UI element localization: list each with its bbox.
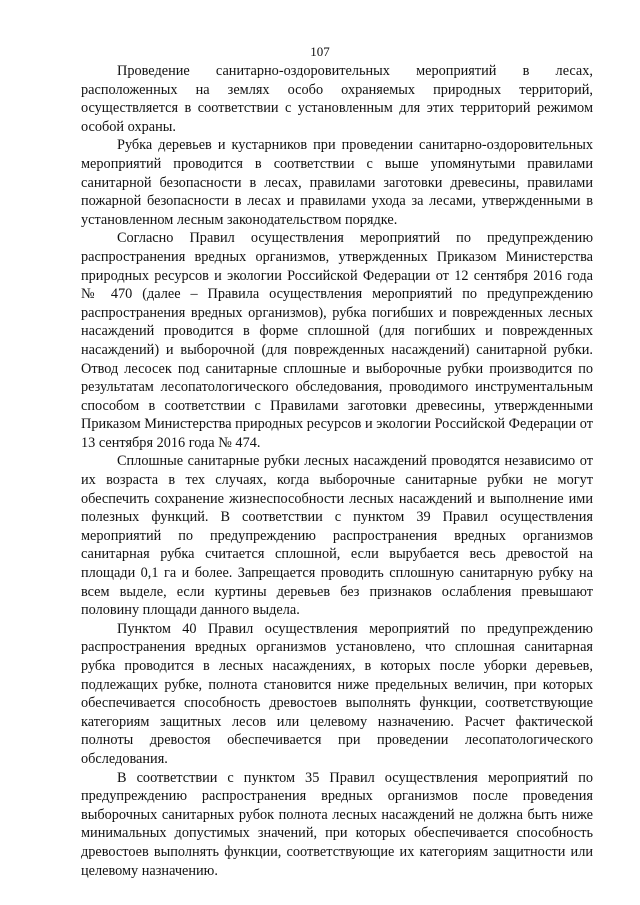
paragraph-3: Согласно Правил осуществления мероприятий по предупреждению распространения вредных организмов, утвержденных Приказом Министерства природных ресурсов и экологии Российской Федерации от 12 сентября 2016 года № 470 (далее – Правила осуществления мероприятий по предупреждению распространения вредных организмов), рубка погибших и поврежденных лесных насаждений проводится в форме сплошной (для погибших и поврежденных насаждений) и выборочной (для поврежденных насаждений) санитарной рубки. Отвод лесосек под санитарные сплошные и выборочные рубки производится по результатам лесопатологического обследования, проводимого инструментальным способом в соответствии с Правилами заготовки древесины, утвержденными Приказом Министерства природных ресурсов и экологии Российской Федерации от 13 сентября 2016 года № 474. [81,230,593,451]
paragraph-2: Рубка деревьев и кустарников при проведении санитарно-оздоровительных мероприятий проводится в соответствии с выше упомянутыми правилами санитарной безопасности в лесах, правилами заготовки древесины, правилами пожарной безопасности в лесах и правилами ухода за лесами, утвержденными в установленном лесным законодательством порядке. [81,137,593,228]
paragraph-5: Пунктом 40 Правил осуществления мероприятий по предупреждению распространения вредных организмов установлено, что сплошная санитарная рубка проводится в лесных насаждениях, в которых после уборки деревьев, подлежащих рубке, полнота становится ниже предельных величин, при которых обеспечивается способность древостоев выполнять функции, соответствующие категориям защитных лесов или целевому назначению. Расчет фактической полноты древостоя обеспечивается при проведении лесопатологического обследования. [81,620,593,767]
paragraph-4: Сплошные санитарные рубки лесных насаждений проводятся независимо от их возраста в тех случаях, когда выборочные санитарные рубки не могут обеспечить сохранение жизнеспособности лесных насаждений и выполнение ими полезных функций. В соответствии с пунктом 39 Правил осуществления мероприятий по предупреждению распространения вредных организмов санитарная рубка считается сплошной, если вырубается весь древостой на площади 0,1 га и более. Запрещается проводить сплошную санитарную рубку на всем выделе, если куртины деревьев без признаков ослабления превышают половину площади данного выдела. [81,453,593,619]
paragraph-1: Проведение санитарно-оздоровительных мероприятий в лесах, расположенных на землях особо охраняемых природных территорий, осуществляется в соответствии с установленным для этих территорий режимом особой охраны. [81,63,593,135]
paragraph-6: В соответствии с пунктом 35 Правил осуществления мероприятий по предупреждению распространения вредных организмов после проведения выборочных санитарных рубок полнота лесных насаждений не должна быть ниже минимальных допустимых значений, при которых обеспечивается способность древостоев выполнять функции, соответствующие их категориям защитности или целевому назначению. [81,769,593,879]
document-body [81,62,593,880]
page-number: 107 [310,44,330,59]
